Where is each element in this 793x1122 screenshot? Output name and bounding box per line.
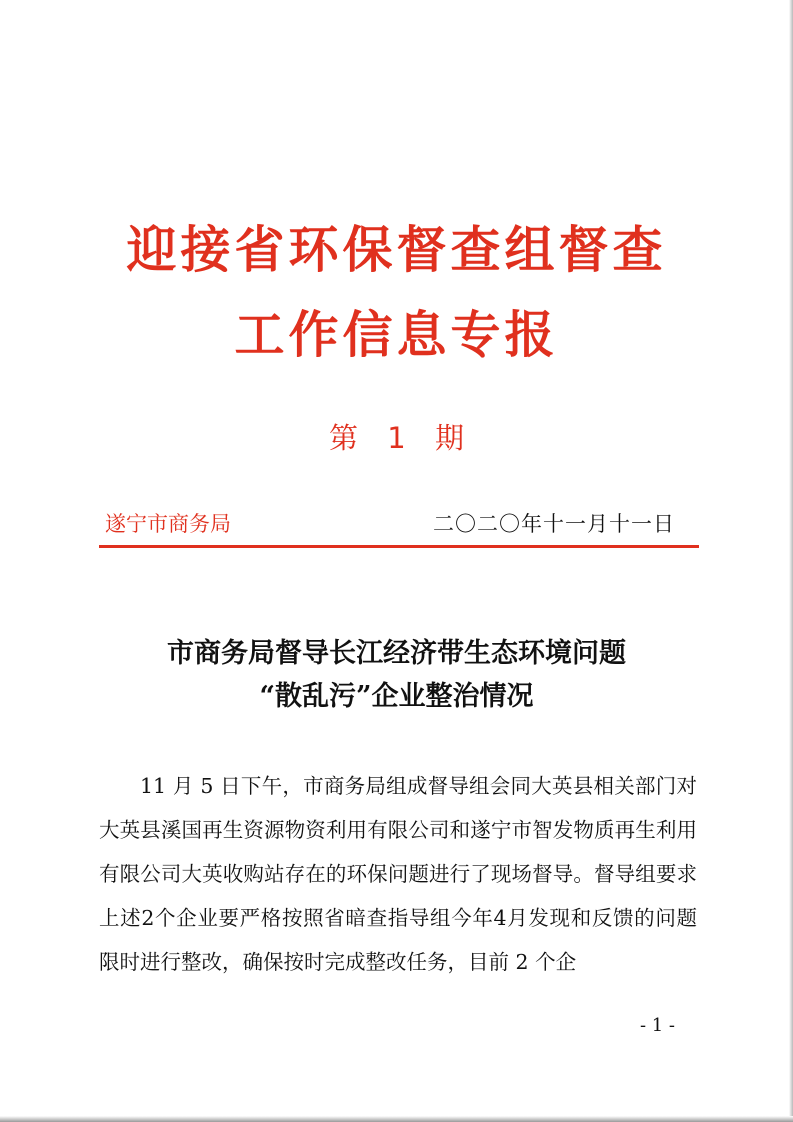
masthead-title-line1: 迎接省环保督查组督查: [126, 221, 667, 279]
document-title-line1: 市商务局督导长江经济带生态环境问题: [167, 638, 626, 669]
page-number: - 1 -: [639, 1015, 675, 1036]
header-divider: [99, 545, 699, 548]
issue-number: [0, 418, 793, 458]
issue-value: 1: [387, 421, 406, 455]
issue-suffix: 期: [434, 421, 464, 455]
body-paragraph: 11 月 5 日下午，市商务局组成督导组会同大英县相关部门对大英县溪国再生资源物资利用有限公司和遂宁市智发物质再生利用有限公司大英收购站存在的环保问题进行了现场督导。督导组要求上述2个企业要严格按照省暗查指导组今年4月发现和反馈的问题限时进行整改，确保按时完成整改任务，目前 2 个企: [99, 774, 697, 974]
masthead-title-line2: 工作信息专报: [234, 306, 559, 364]
issue-date: 二〇二〇年十一月十一日: [433, 512, 675, 536]
document-body: [99, 764, 697, 984]
scan-edge-bottom: [0, 1116, 793, 1122]
issuing-organization: 遂宁市商务局: [105, 512, 231, 536]
issue-prefix: 第: [329, 421, 359, 455]
scan-edge-right: [789, 0, 793, 1122]
document-title-line2: “散乱污”企业整治情况: [259, 681, 534, 712]
